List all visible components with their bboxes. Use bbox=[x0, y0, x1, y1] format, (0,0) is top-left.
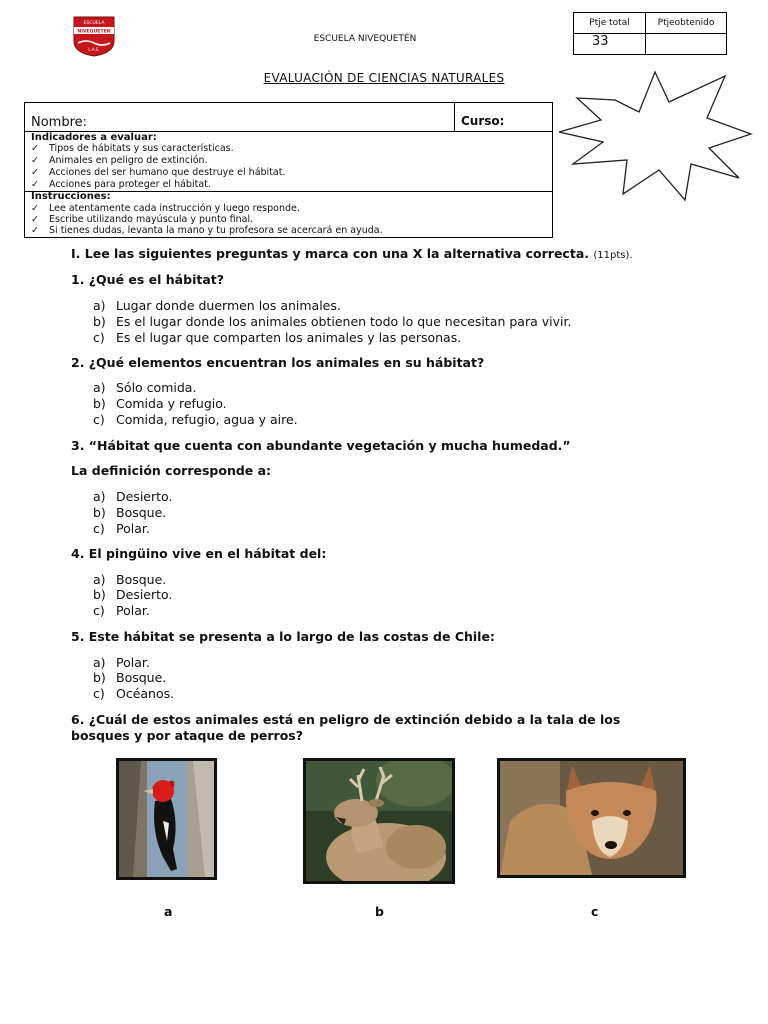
fox-photo[interactable] bbox=[497, 758, 686, 878]
check-icon: ✓ bbox=[31, 143, 39, 154]
option-4a[interactable]: a) Bosque. bbox=[93, 572, 167, 587]
score-total-value: 33 bbox=[592, 34, 609, 49]
school-logo bbox=[72, 15, 116, 57]
course-label: Curso: bbox=[461, 114, 505, 128]
woodpecker-icon bbox=[119, 761, 214, 877]
check-icon: ✓ bbox=[31, 214, 39, 225]
course-field[interactable] bbox=[511, 109, 549, 129]
logo-text-3: L.A.S. bbox=[88, 47, 100, 52]
info-box bbox=[24, 102, 553, 238]
grade-star-shape bbox=[557, 70, 757, 202]
question-1: 1. ¿Qué es el hábitat? bbox=[71, 272, 224, 287]
option-5b[interactable]: b) Bosque. bbox=[93, 670, 167, 685]
option-1b[interactable]: b) Es el lugar donde los animales obtienen todo lo que necesitan para vivir. bbox=[93, 314, 572, 329]
indicator-item: ✓ Acciones para proteger el hábitat. bbox=[31, 179, 211, 190]
name-course-divider bbox=[454, 103, 455, 131]
indicator-item: ✓ Tipos de hábitats y sus características. bbox=[31, 143, 234, 154]
section-points: (11pts). bbox=[593, 250, 633, 261]
image-caption-a: a bbox=[164, 904, 173, 919]
option-2b[interactable]: b) Comida y refugio. bbox=[93, 396, 227, 411]
question-5: 5. Este hábitat se presenta a lo largo de las costas de Chile: bbox=[71, 629, 495, 644]
question-4: 4. El pingüino vive en el hábitat del: bbox=[71, 546, 327, 561]
option-4c[interactable]: c) Polar. bbox=[93, 603, 150, 618]
option-2a[interactable]: a) Sólo comida. bbox=[93, 380, 197, 395]
logo-text-1: ESCUELA bbox=[83, 21, 105, 26]
option-3b[interactable]: b) Bosque. bbox=[93, 505, 167, 520]
woodpecker-photo[interactable] bbox=[116, 758, 217, 880]
option-1c[interactable]: c) Es el lugar que comparten los animales y las personas. bbox=[93, 330, 462, 345]
option-5a[interactable]: a) Polar. bbox=[93, 655, 150, 670]
instruction-item: ✓ Escribe utilizando mayúscula y punto final. bbox=[31, 214, 254, 225]
image-caption-b: b bbox=[375, 904, 384, 919]
option-3c[interactable]: c) Polar. bbox=[93, 521, 150, 536]
name-field[interactable] bbox=[105, 109, 445, 129]
deer-icon bbox=[306, 761, 452, 881]
check-icon: ✓ bbox=[31, 155, 39, 166]
instruction-item: ✓ Si tienes dudas, levanta la mano y tu profesora se acercará en ayuda. bbox=[31, 225, 383, 236]
check-icon: ✓ bbox=[31, 203, 39, 214]
logo-text-2: NIVEQUETEN bbox=[77, 29, 111, 35]
huemul-deer-photo[interactable] bbox=[303, 758, 455, 884]
score-obtained-label: Ptjeobtenido bbox=[657, 18, 715, 28]
image-caption-c: c bbox=[591, 904, 599, 919]
check-icon: ✓ bbox=[31, 179, 39, 190]
indicators-heading: Indicadores a evaluar: bbox=[31, 132, 157, 143]
school-name: ESCUELA NIVEQUETÉN bbox=[313, 34, 417, 44]
name-label: Nombre: bbox=[31, 115, 88, 130]
instructions-heading: Instrucciones: bbox=[31, 191, 111, 202]
question-6-line2: bosques y por ataque de perros? bbox=[71, 728, 303, 743]
score-obtained-field[interactable] bbox=[648, 34, 724, 52]
question-3: 3. “Hábitat que cuenta con abundante vegetación y mucha humedad.” bbox=[71, 438, 571, 453]
check-icon: ✓ bbox=[31, 225, 39, 236]
question-2: 2. ¿Qué elementos encuentran los animales en su hábitat? bbox=[71, 355, 485, 370]
indicator-item: ✓ Animales en peligro de extinción. bbox=[31, 155, 208, 166]
option-5c[interactable]: c) Océanos. bbox=[93, 686, 175, 701]
score-table bbox=[573, 12, 727, 55]
option-2c[interactable]: c) Comida, refugio, agua y aire. bbox=[93, 412, 298, 427]
fox-icon bbox=[500, 761, 683, 875]
check-icon: ✓ bbox=[31, 167, 39, 178]
page-title: EVALUACIÓN DE CIENCIAS NATURALES bbox=[263, 71, 505, 85]
option-3a[interactable]: a) Desierto. bbox=[93, 489, 173, 504]
section-heading: I. Lee las siguientes preguntas y marca con una X la alternativa correcta. (11pts). bbox=[71, 246, 633, 261]
question-3-subtext: La definición corresponde a: bbox=[71, 463, 272, 478]
indicator-item: ✓ Acciones del ser humano que destruye el hábitat. bbox=[31, 167, 286, 178]
score-total-label: Ptje total bbox=[589, 18, 630, 28]
option-1a[interactable]: a) Lugar donde duermen los animales. bbox=[93, 298, 341, 313]
instruction-item: ✓ Lee atentamente cada instrucción y luego responde. bbox=[31, 203, 300, 214]
option-4b[interactable]: b) Desierto. bbox=[93, 587, 173, 602]
question-6-line1: 6. ¿Cuál de estos animales está en peligro de extinción debido a la tala de los bbox=[71, 712, 621, 727]
